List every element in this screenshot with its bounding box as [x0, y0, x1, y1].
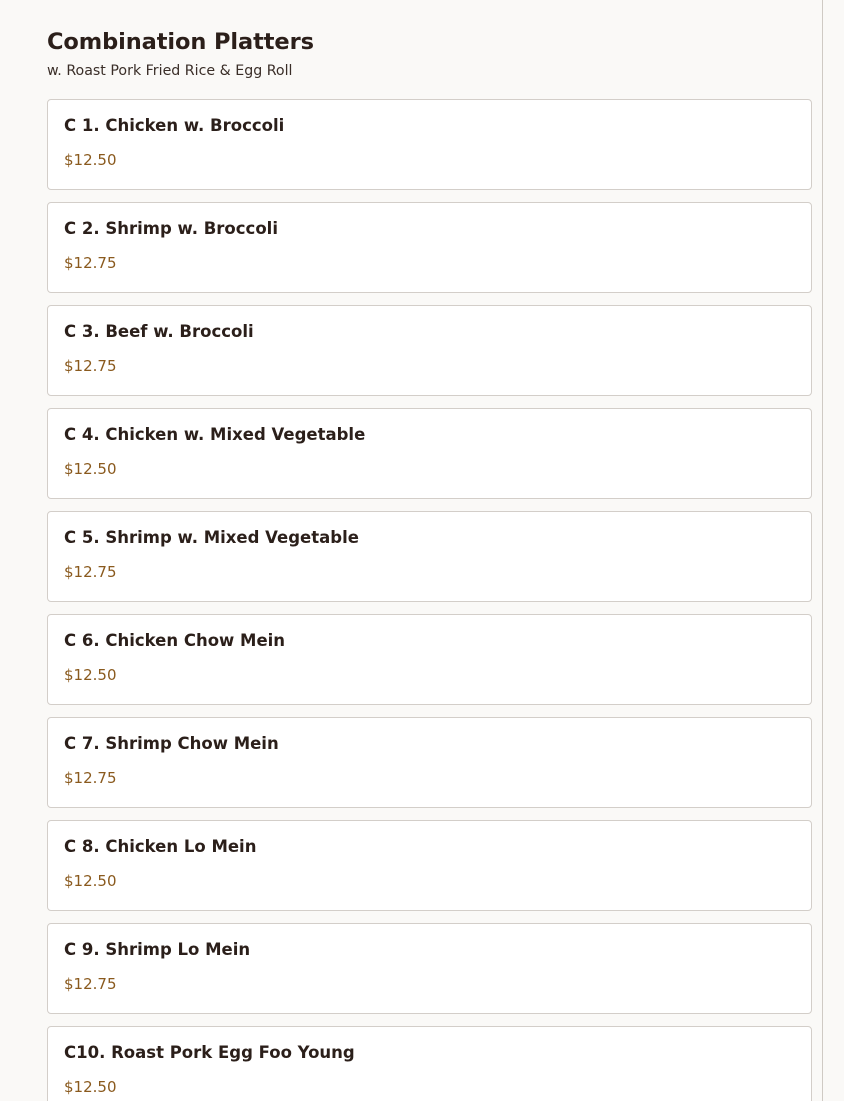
- menu-item-name: C10. Roast Pork Egg Foo Young: [64, 1043, 355, 1062]
- menu-item-name: C 7. Shrimp Chow Mein: [64, 734, 279, 753]
- menu-item-name: C 3. Beef w. Broccoli: [64, 322, 254, 341]
- menu-item-card[interactable]: [47, 614, 812, 705]
- menu-item-price: $12.75: [64, 254, 117, 272]
- menu-item-card[interactable]: [47, 1026, 812, 1101]
- menu-item-card[interactable]: [47, 99, 812, 190]
- section-title: Combination Platters: [47, 29, 314, 55]
- menu-item-card[interactable]: [47, 305, 812, 396]
- menu-item-price: $12.50: [64, 1078, 117, 1096]
- menu-item-card[interactable]: [47, 717, 812, 808]
- menu-item-price: $12.50: [64, 666, 117, 684]
- menu-item-name: C 8. Chicken Lo Mein: [64, 837, 257, 856]
- menu-item-card[interactable]: [47, 820, 812, 911]
- menu-section-combination-platters: [47, 27, 812, 1101]
- menu-item-price: $12.50: [64, 151, 117, 169]
- menu-item-name: C 2. Shrimp w. Broccoli: [64, 219, 278, 238]
- menu-item-price: $12.50: [64, 460, 117, 478]
- content-right-divider: [822, 0, 823, 1101]
- menu-item-card[interactable]: [47, 202, 812, 293]
- menu-item-name: C 6. Chicken Chow Mein: [64, 631, 286, 650]
- menu-item-list: [47, 99, 812, 1101]
- menu-item-card[interactable]: [47, 408, 812, 499]
- menu-item-price: $12.75: [64, 357, 117, 375]
- menu-item-price: $12.75: [64, 975, 117, 993]
- menu-item-price: $12.75: [64, 769, 117, 787]
- menu-item-card[interactable]: [47, 923, 812, 1014]
- section-subtitle: w. Roast Pork Fried Rice & Egg Roll: [47, 63, 293, 79]
- menu-item-price: $12.50: [64, 872, 117, 890]
- menu-item-card[interactable]: [47, 511, 812, 602]
- menu-item-name: C 9. Shrimp Lo Mein: [64, 940, 251, 959]
- menu-item-name: C 5. Shrimp w. Mixed Vegetable: [64, 528, 359, 547]
- menu-item-name: C 1. Chicken w. Broccoli: [64, 116, 285, 135]
- menu-item-name: C 4. Chicken w. Mixed Vegetable: [64, 425, 366, 444]
- menu-item-price: $12.75: [64, 563, 117, 581]
